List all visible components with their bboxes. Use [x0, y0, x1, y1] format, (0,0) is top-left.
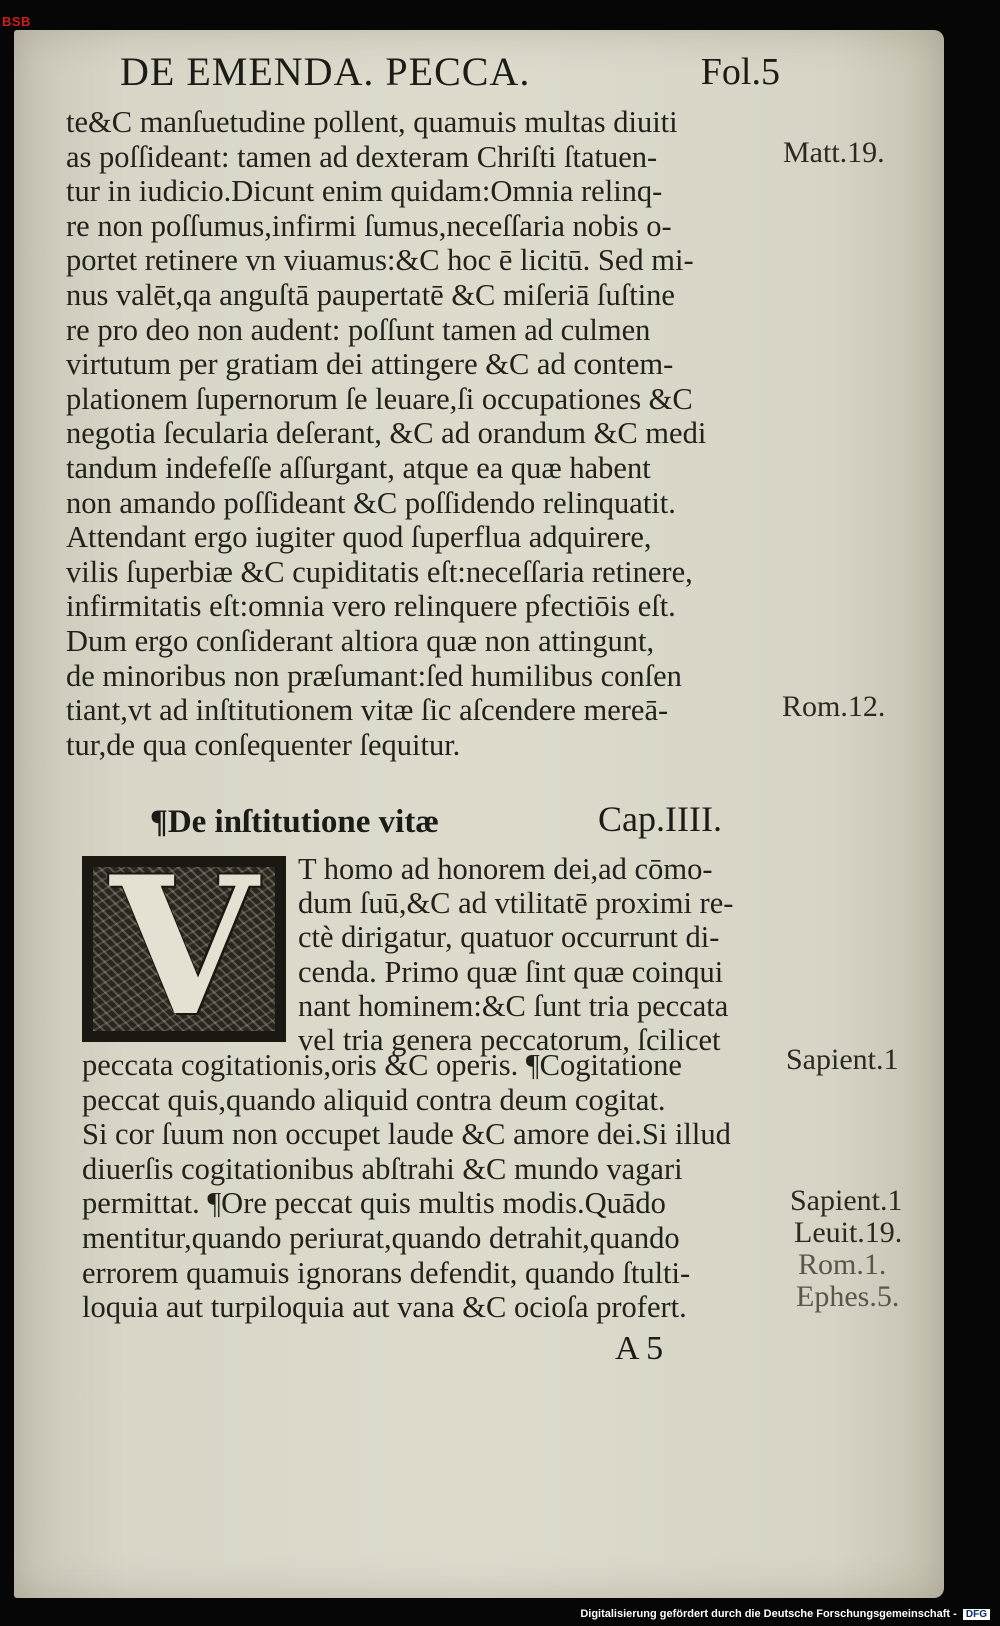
text-line: virtutum per gratiam dei attingere &C ad contem- — [66, 347, 674, 382]
text-line: nus valēt,qa anguſtā paupertatē &C miſeriā ſuſtine — [66, 277, 675, 312]
folio-number: Fol.5 — [700, 51, 780, 93]
running-title: DE EMENDA. PECCA. — [120, 49, 531, 94]
text-line: re pro deo non audent: poſſunt tamen ad culmen — [66, 312, 651, 347]
signature-mark: A 5 — [615, 1330, 664, 1367]
margin-note-rom: Rom.12. — [782, 690, 886, 723]
initial-text-block — [298, 852, 798, 1057]
text-line: T homo ad honorem dei,ad cōmo- — [298, 852, 713, 886]
text-line: vilis ſuperbiæ &C cupiditatis eſt:neceſſaria retinere, — [66, 554, 693, 589]
text-line: permittat. ¶Ore peccat quis multis modis.Quādo — [82, 1186, 666, 1221]
text-line: Si cor ſuum non occupet laude &C amore dei.Si illud — [82, 1117, 731, 1152]
text-line: de minoribus non præſumant:ſed humilibus conſen — [66, 658, 682, 693]
text-line: as poſſideant: tamen ad dexteram Chriſti ſtatuen- — [66, 139, 658, 174]
margin-note-rom: Rom.1. — [798, 1248, 887, 1281]
text-line: tiant,vt ad inſtitutionem vitæ ſic aſcendere mereā- — [66, 693, 669, 728]
text-line: infirmitatis eſt:omnia vero relinquere pfectiōis eſt. — [66, 589, 676, 624]
main-text-block — [66, 105, 766, 762]
margin-note-sapient: Sapient.1 — [790, 1184, 903, 1217]
text-line: portet retinere vn viuamus:&C hoc ē licitū. Sed mi- — [66, 243, 694, 278]
text-line: dum ſuū,&C ad vtilitatē proximi re- — [298, 886, 734, 921]
text-line: Dum ergo conſiderant altiora quæ non attingunt, — [66, 623, 655, 658]
decorated-initial — [82, 856, 286, 1042]
initial-letter: V — [110, 856, 258, 1042]
text-line: peccat quis,quando aliquid contra deum cogitat. — [82, 1082, 666, 1117]
chapter-number: Cap.IIII. — [598, 799, 722, 839]
text-line: ctè dirigatur, quatuor occurrunt di- — [298, 920, 720, 955]
margin-note-leuit: Leuit.19. — [794, 1216, 903, 1249]
chapter-title: ¶De inſtitutione vitæ — [150, 804, 440, 840]
text-line: te&C manſuetudine pollent, quamuis multas diuiti — [66, 105, 678, 139]
margin-note-matt: Matt.19. — [783, 136, 885, 169]
margin-note-sapient: Sapient.1 — [786, 1043, 899, 1076]
text-line: negotia ſecularia deſerant, &C ad orandum &C medi — [66, 416, 707, 451]
text-line: vel tria genera peccatorum, ſcilicet — [298, 1023, 721, 1058]
text-line: re non poſſumus,infirmi ſumus,neceſſaria nobis o- — [66, 208, 672, 243]
text-line: nant hominem:&C ſunt tria peccata — [298, 988, 729, 1023]
digitization-credit — [580, 1608, 990, 1620]
text-line: diuerſis cogitationibus abſtrahi &C mundo vagari — [82, 1151, 683, 1186]
margin-note-ephes: Ephes.5. — [796, 1280, 900, 1313]
text-line: tur in iudicio.Dicunt enim quidam:Omnia relinq- — [66, 174, 663, 209]
chapter-heading — [150, 799, 750, 850]
text-line: non amando poſſideant &C poſſidendo relinquatit. — [66, 485, 676, 520]
text-line: errorem quamuis ignorans defendit, quando ſtulti- — [82, 1255, 691, 1290]
text-line: cenda. Primo quæ ſint quæ coinqui — [298, 954, 724, 989]
dfg-logo: DFG — [963, 1609, 990, 1620]
second-text-block — [82, 1048, 782, 1325]
text-line: tandum indefeſſe aſſurgant, atque ea quæ habent — [66, 450, 651, 485]
text-line: mentitur,quando periurat,quando detrahit,quando — [82, 1220, 680, 1255]
text-line: Attendant ergo iugiter quod ſuperflua adquirere, — [66, 520, 652, 555]
library-mark: BSB — [2, 14, 31, 29]
credit-text: Digitalisierung gefördert durch die Deutsche Forschungsgemeinschaft - — [580, 1608, 957, 1620]
text-line: tur,de qua conſequenter ſequitur. — [66, 727, 461, 762]
text-line: plationem ſupernorum ſe leuare,ſi occupationes &C — [66, 381, 693, 416]
text-line: loquia aut turpiloquia aut vana &C ocioſa profert. — [82, 1290, 687, 1325]
text-line: peccata cogitationis,oris &C operis. ¶Cogitatione — [82, 1048, 682, 1082]
